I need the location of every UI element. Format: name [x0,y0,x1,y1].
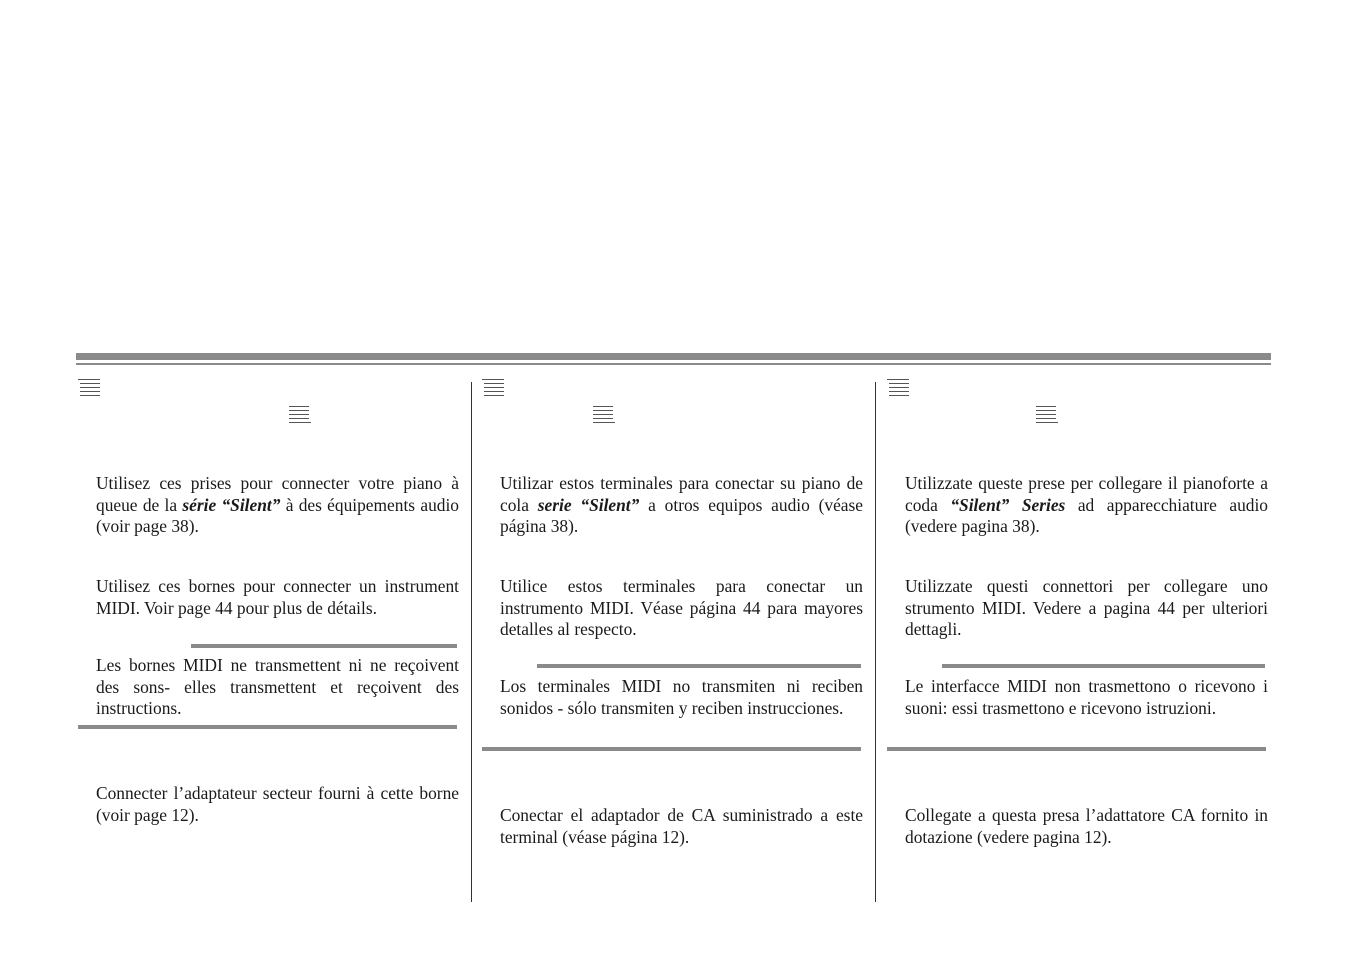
text-lines-icon [482,377,504,399]
audio-jacks-paragraph: Utilizzate queste prese per collegare il pianoforte a coda “Silent” Series ad apparecchiature audio (vedere pagina 38). [905,473,1268,536]
midi-note: Le interfacce MIDI non trasmettono o ricevono i suoni: essi trasmettono e ricevono istruzioni. [905,676,1268,718]
midi-paragraph: Utilisez ces bornes pour connecter un instrument MIDI. Voir page 44 pour plus de détails. [96,576,459,618]
midi-paragraph: Utilice estos terminales para conectar un instrumento MIDI. Véase página 44 para mayores detalles al respecto. [500,576,863,639]
midi-note: Les bornes MIDI ne transmettent ni ne reçoivent des sons- elles transmettent et reçoivent des instructions. [96,655,459,718]
column-divider [875,382,876,902]
column-divider [471,382,472,902]
text-lines-icon [78,377,100,399]
audio-jacks-paragraph: Utilizar estos terminales para conectar su piano de cola serie “Silent” a otros equipos audio (véase página 38). [500,473,864,536]
header-rule-thin [76,363,1271,365]
text-lines-icon [289,404,311,426]
note-top-rule [537,664,861,668]
note-bottom-rule [482,747,861,751]
ac-adaptor-paragraph: Collegate a questa presa l’adattatore CA fornito in dotazione (vedere pagina 12). [905,805,1268,847]
note-bottom-rule [78,725,457,729]
text-lines-icon [887,377,909,399]
midi-paragraph: Utilizzate questi connettori per collegare uno strumento MIDI. Vedere a pagina 44 per ulteriori dettagli. [905,576,1268,639]
note-bottom-rule [887,747,1266,751]
text-lines-icon [593,404,615,426]
text-lines-icon [1036,404,1058,426]
midi-note: Los terminales MIDI no transmiten ni reciben sonidos - sólo transmiten y reciben instrucciones. [500,676,863,718]
note-top-rule [191,644,457,648]
ac-adaptor-paragraph: Conectar el adaptador de CA suministrado a este terminal (véase página 12). [500,805,863,847]
header-rule-thick [76,353,1271,360]
note-top-rule [942,664,1265,668]
ac-adaptor-paragraph: Connecter l’adaptateur secteur fourni à cette borne (voir page 12). [96,783,459,825]
audio-jacks-paragraph: Utilisez ces prises pour connecter votre piano à queue de la série “Silent” à des équipements audio (voir page 38). [96,473,459,536]
